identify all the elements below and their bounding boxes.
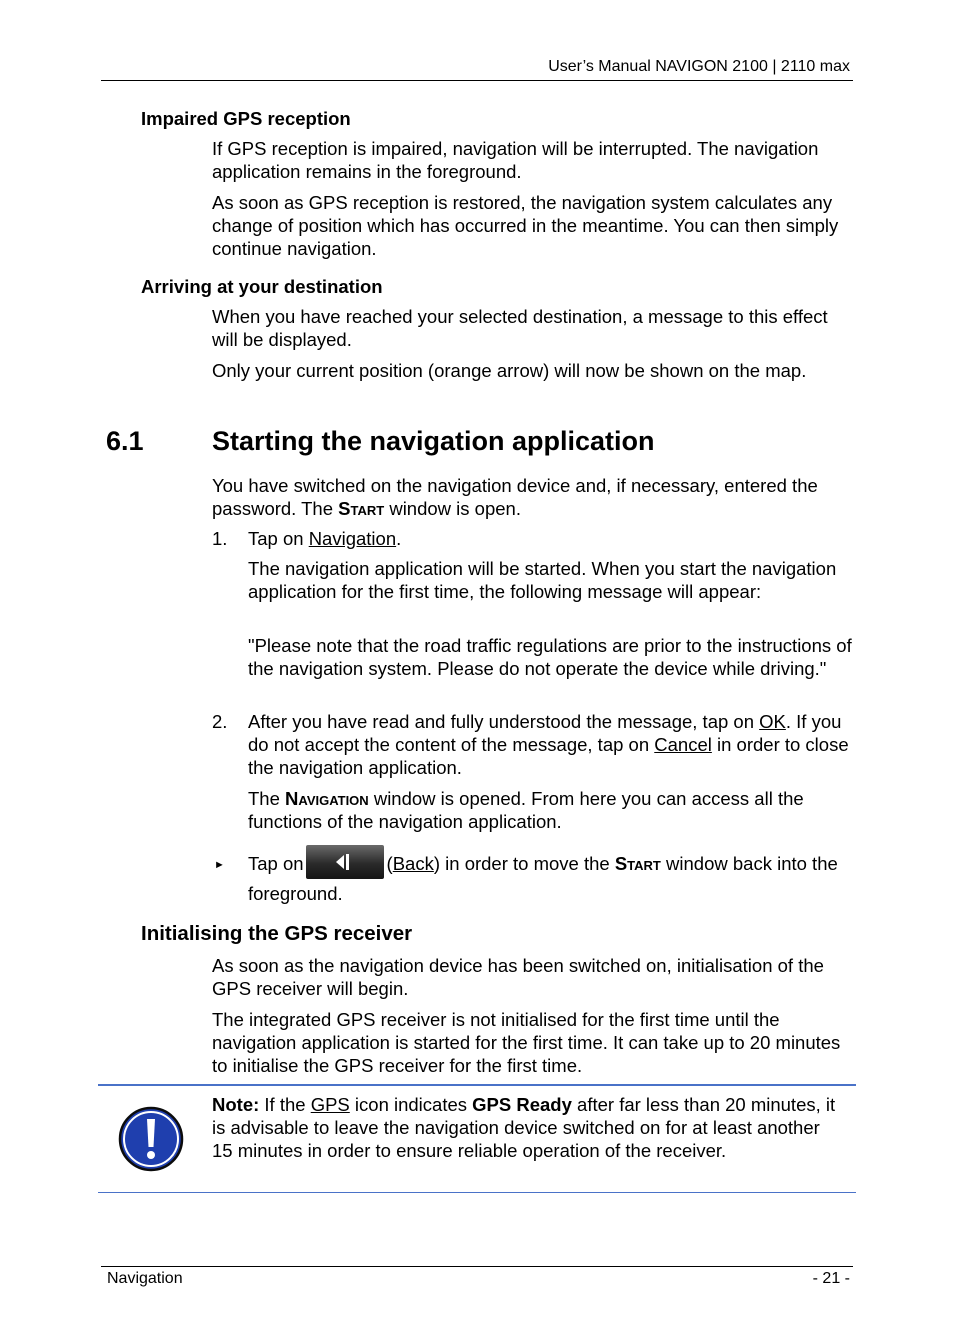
bullet-instruction (248, 845, 852, 908)
text: window is opened. From here you can access all the functions of the navigation application. (248, 788, 804, 832)
paragraph: The navigation application will be started. When you start the navigation application for the first time, the following message will appear: (248, 558, 837, 602)
start-window-name: Start (614, 853, 661, 874)
triangle-bullet-icon: ► (214, 859, 225, 871)
text: You have switched on the navigation device and, if necessary, entered the password. The (212, 475, 818, 519)
paragraph: If GPS reception is impaired, navigation will be interrupted. The navigation application remains in the foreground. (212, 138, 819, 182)
text: icon indicates (349, 1094, 473, 1115)
step-2 (248, 710, 852, 779)
paragraph: As soon as the navigation device has been switched on, initialisation of the GPS receiver will begin. (212, 955, 824, 999)
text: . (396, 528, 402, 549)
heading-arriving: Arriving at your destination (141, 276, 383, 297)
ok-link[interactable]: OK (759, 711, 786, 732)
text: window is open. (384, 498, 521, 519)
back-arrow-icon (332, 853, 358, 871)
section-title: Starting the navigation application (212, 426, 655, 456)
back-link[interactable]: Back (392, 853, 434, 874)
quoted-message: "Please note that the road traffic regulations are prior to the instructions of the navigation system. Please do not operate the device while driving." (248, 635, 852, 679)
section-number: 6.1 (106, 426, 144, 456)
text: ) in order to move the (433, 853, 615, 874)
step-number: 2. (212, 711, 228, 732)
header-divider (101, 80, 853, 81)
note-text (212, 1093, 838, 1162)
note-top-rule (98, 1084, 856, 1086)
note-label: Note: (212, 1094, 260, 1115)
running-header: User’s Manual NAVIGON 2100 | 2110 max (548, 58, 850, 75)
text: in order to close the navigation application. (248, 734, 849, 778)
paragraph: The integrated GPS receiver is not initialised for the first time until the navigation application is started for the first time. It can take up to 20 minutes to initialise the GPS receiver for the first time. (212, 1009, 841, 1076)
paragraph: When you have reached your selected destination, a message to this effect will be displayed. (212, 306, 828, 350)
heading-initialising: Initialising the GPS receiver (141, 922, 413, 945)
text: After you have read and fully understood the message, tap on (248, 711, 760, 732)
paragraph (248, 787, 852, 833)
footer-divider (101, 1266, 853, 1267)
paragraph: Only your current position (orange arrow) will now be shown on the map. (212, 360, 807, 381)
text: Tap on (248, 528, 309, 549)
text: . If you do not accept the content of the message, tap on (248, 711, 842, 755)
heading-impaired-gps: Impaired GPS reception (141, 108, 351, 129)
gps-ready-label: GPS Ready (472, 1094, 572, 1115)
note-bottom-rule (98, 1192, 856, 1193)
gps-link[interactable]: GPS (310, 1094, 350, 1115)
navigation-window-name: Navigation (285, 788, 369, 809)
text: Tap on (248, 853, 304, 874)
navigation-link[interactable]: Navigation (308, 528, 397, 549)
text: window back into the foreground. (248, 853, 838, 904)
cancel-link[interactable]: Cancel (654, 734, 712, 755)
back-button[interactable] (306, 845, 384, 879)
step-1 (248, 527, 852, 550)
text: after far less than 20 minutes, it is advisable to leave the navigation device switched on for at least another 15 minutes in order to ensure reliable operation of the receiver. (212, 1094, 836, 1161)
text: If the (259, 1094, 311, 1115)
paragraph: As soon as GPS reception is restored, the navigation system calculates any change of position which has occurred in the meantime. You can then simply continue navigation. (212, 192, 839, 259)
text: The (248, 788, 286, 809)
intro-paragraph (212, 474, 852, 520)
text: ( (386, 853, 393, 874)
step-number: 1. (212, 528, 228, 549)
page-number: - 21 - (812, 1270, 850, 1287)
footer-section-name: Navigation (107, 1270, 183, 1287)
start-window-name: Start (338, 498, 385, 519)
exclamation-icon (118, 1106, 184, 1172)
